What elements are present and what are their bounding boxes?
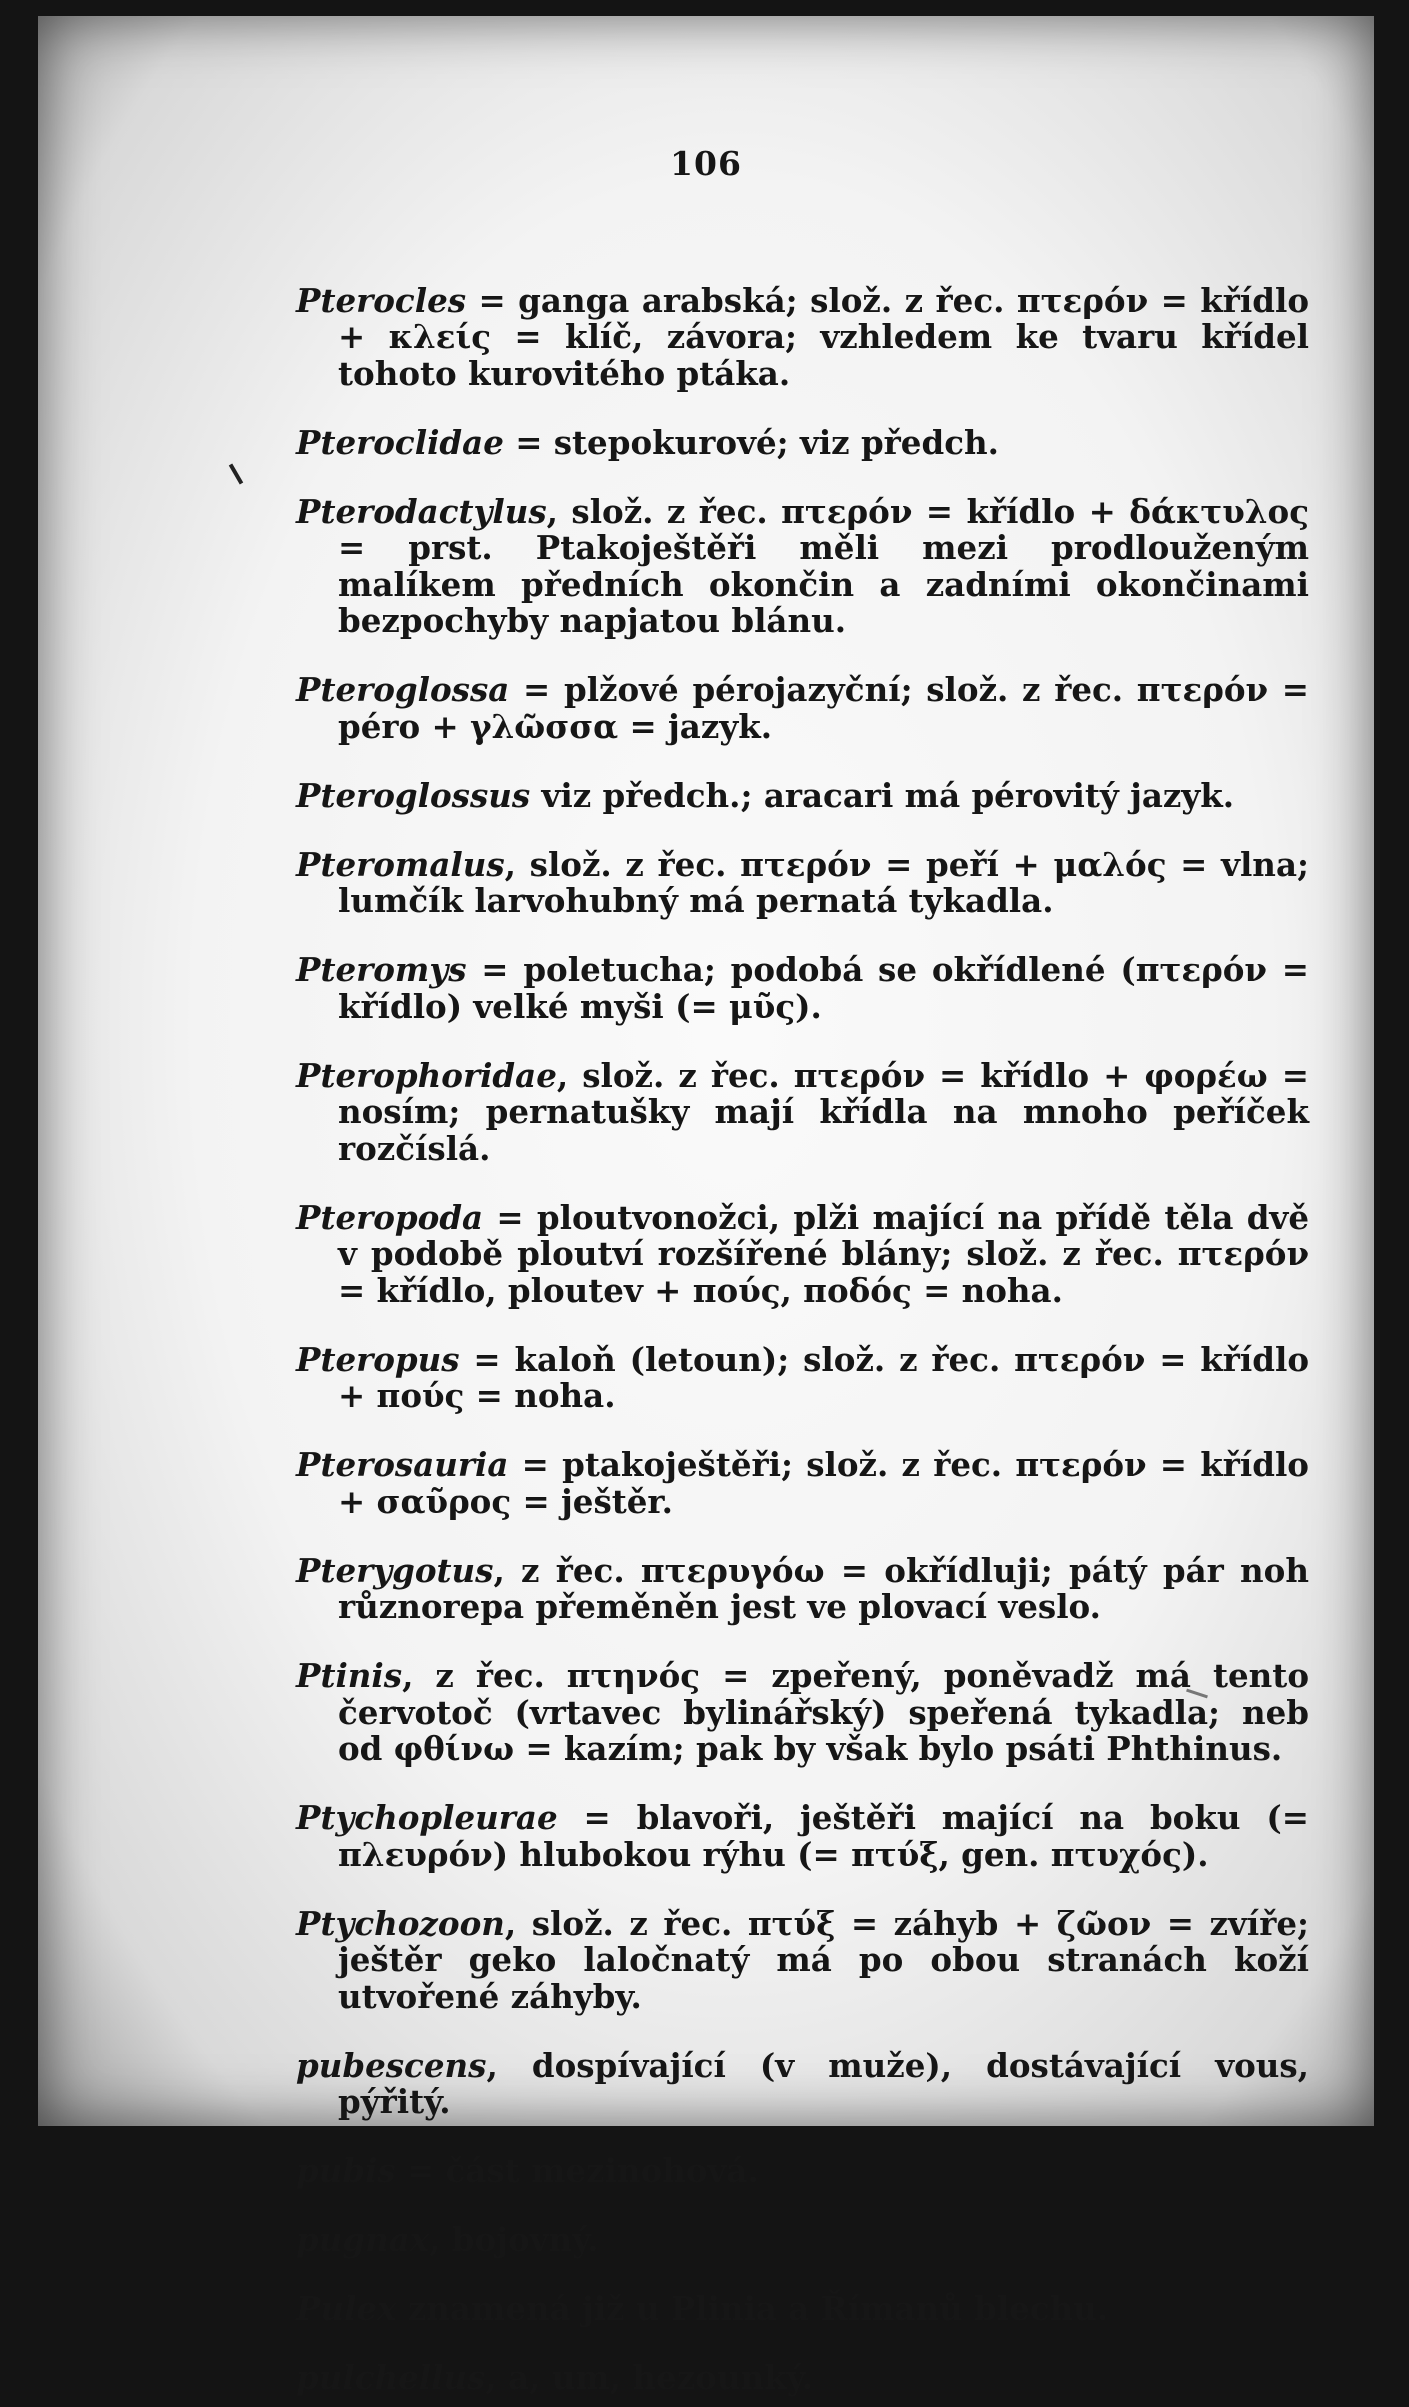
- entry-definition: = ptakoještěři; slož. z řec. πτερόν = křídlo + σαῦρος = ještěr.: [338, 1445, 1309, 1521]
- book-page: [38, 16, 1374, 2397]
- entry-term: Pulex: [296, 2289, 397, 2328]
- dictionary-entry: [296, 2291, 1309, 2328]
- entry-definition: = ganga arabská; slož. z řec. πτερόν = křídlo + κλείς = klíč, závora; vzhledem ke tvaru křídel tohoto kurovitého ptáka.: [338, 280, 1309, 393]
- dictionary-entry: [296, 280, 1309, 393]
- entry-definition: , slož. z řec. πτύξ = záhyb + ζῶον = zvíře; ještěr geko laločnatý má po obou stranách koží utvořené záhyby.: [338, 1903, 1309, 2016]
- entry-term: Pteropus: [296, 1339, 460, 1379]
- entry-term: Pterodactylus: [296, 491, 547, 531]
- entry-definition: , a, um, hezounký.: [485, 2358, 814, 2397]
- dictionary-entry: [296, 1055, 1309, 1168]
- dictionary-entry: [296, 1550, 1309, 1626]
- dictionary-entry: [296, 422, 1309, 462]
- dictionary-entry: [296, 1339, 1309, 1415]
- entry-term: pulchellus: [296, 2358, 486, 2397]
- dictionary-entry: [296, 1800, 1309, 1873]
- dictionary-entry: [296, 2360, 1309, 2397]
- dictionary-entry: [296, 844, 1309, 920]
- dictionary-entry: [296, 775, 1309, 815]
- entry-term: pubescens: [296, 2045, 487, 2085]
- entry-definition: = část mezinohová.: [395, 2151, 759, 2190]
- dictionary-entry: [296, 2153, 1309, 2190]
- entry-term: pubis: [296, 2151, 396, 2190]
- entry-definition: viz předch.; aracari má pérovitý jazyk.: [530, 775, 1235, 815]
- entry-definition: , slož. z řec. πτερόν = křídlo + δάκτυλος = prst. Ptakoještěři měli mezi prodlouženým malíkem předních okončin a zadními okončinami bezpochyby napjatou blánu.: [338, 491, 1309, 640]
- dictionary-entries: [296, 250, 1309, 2407]
- entry-definition: , slož. z řec. πτερόν = peří + μαλός = vlna; lumčík larvohubný má pernatá tykadla.: [338, 844, 1309, 920]
- entry-term: Pteromys: [296, 950, 467, 989]
- margin-mark: [229, 463, 243, 484]
- dictionary-entry: [296, 1447, 1309, 1520]
- entry-definition: = ploutvonožci, plži mající na přídě těla dvě v podobě ploutví rozšířené blány; slož. z řec. πτερόν = křídlo, ploutev + πούς, ποδός = noha.: [338, 1197, 1309, 1310]
- entry-definition: , z řec. πτηνός = zpeřený, poněvadž má tento červotoč (vrtavec bylinářský) speřená tykadla; neb od φθίνω = kazím; pak by však bylo psáti Phthinus.: [338, 1656, 1309, 1768]
- entry-definition: , dospívající (v muže), dostávající vous, pýřitý.: [338, 2045, 1309, 2121]
- entry-definition: = kaloň (letoun); slož. z řec. πτερόν = křídlo + πούς = noha.: [338, 1339, 1309, 1415]
- dictionary-entry: [296, 2222, 1309, 2259]
- entry-term: Pterocles: [296, 280, 467, 320]
- entry-definition: znamená již u Plinia a Římanů blechu.: [396, 2289, 1109, 2328]
- entry-term: Ptinis: [296, 1656, 403, 1695]
- entry-definition: , bojovný.: [429, 2220, 599, 2259]
- entry-term: Pterophoridae: [296, 1055, 557, 1095]
- entry-definition: , slož. z řec. πτερόν = křídlo + φορέω = nosím; pernatušky mají křídla na mnoho peříček rozčíslá.: [338, 1055, 1309, 1168]
- entry-term: Pteroclidae: [296, 422, 504, 462]
- entry-term: Pteroglossus: [296, 775, 531, 815]
- dictionary-entry: [296, 491, 1309, 640]
- entry-definition: , z řec. πτερυγόω = okřídluji; pátý pár noh různorepa přeměněn jest ve plovací veslo.: [338, 1550, 1309, 1626]
- entry-definition: = stepokurové; viz předch.: [503, 422, 999, 462]
- page-number: 106: [670, 144, 742, 183]
- entry-term: Ptychozoon: [296, 1903, 505, 1943]
- dictionary-entry: [296, 1658, 1309, 1768]
- entry-definition: = blavoři, ještěři mající na boku (= πλευρόν) hlubokou rýhu (= πτύξ, gen. πτυχός).: [338, 1798, 1309, 1874]
- entry-definition: = poletucha; podobá se okřídlené (πτερόν = křídlo) velké myši (= μῦς).: [338, 950, 1309, 1026]
- entry-term: Pterygotus: [296, 1550, 494, 1590]
- entry-term: Pteropoda: [296, 1197, 484, 1237]
- entry-term: Ptychopleurae: [296, 1798, 558, 1837]
- dictionary-entry: [296, 1903, 1309, 2016]
- entry-term: Pteromalus: [296, 844, 505, 884]
- dictionary-entry: [296, 1197, 1309, 1310]
- entry-definition: = plžové pérojazyční; slož. z řec. πτερόν = péro + γλῶσσα = jazyk.: [338, 670, 1309, 746]
- dictionary-entry: [296, 2045, 1309, 2121]
- entry-term: pugnax: [296, 2220, 430, 2259]
- dictionary-entry: [296, 672, 1309, 745]
- entry-term: Pterosauria: [296, 1445, 509, 1484]
- dictionary-entry: [296, 952, 1309, 1025]
- entry-term: Pteroglossa: [296, 670, 510, 709]
